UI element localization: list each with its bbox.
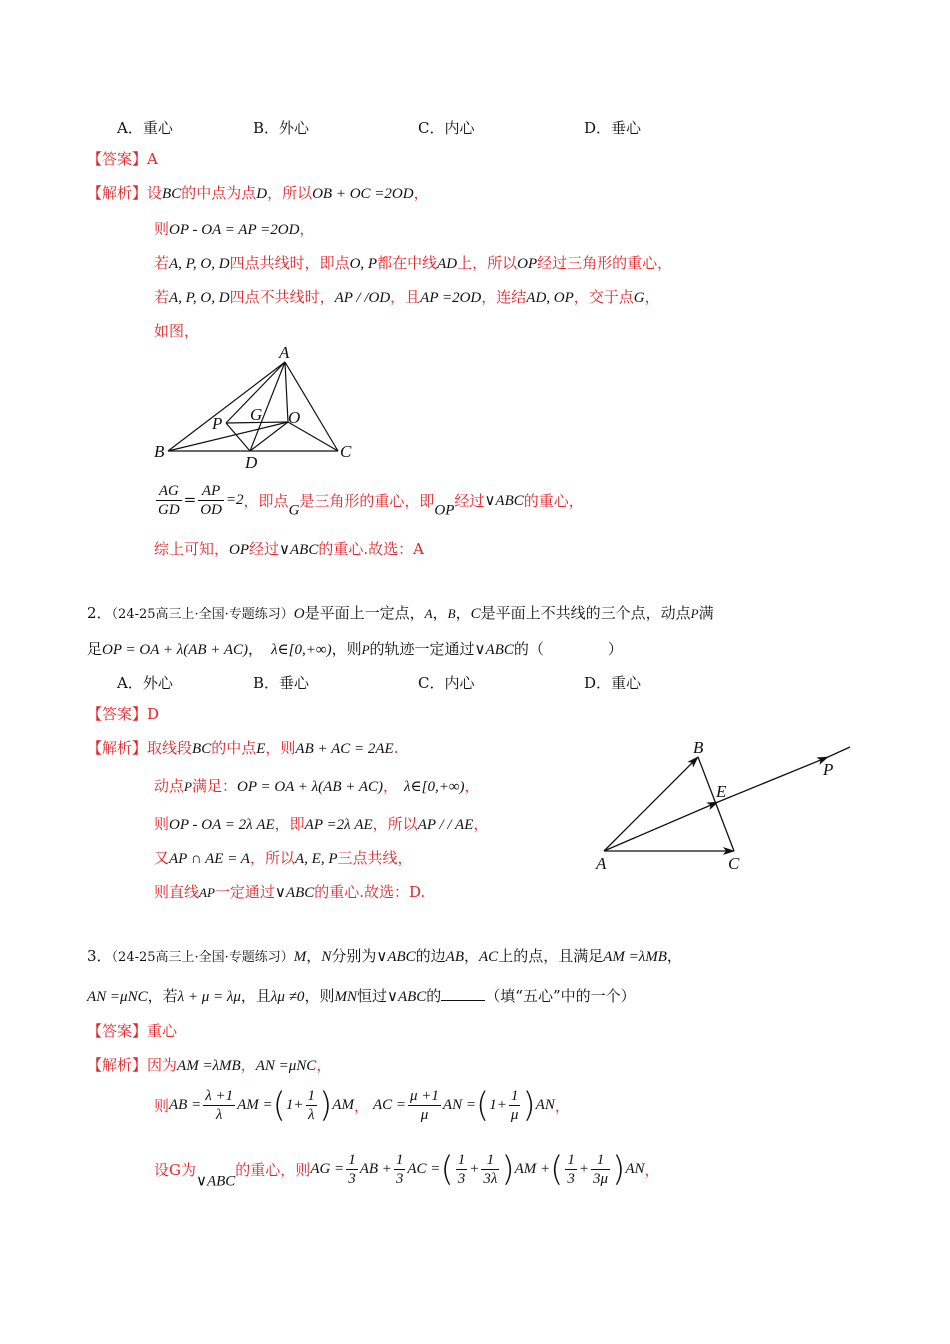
text: 则 [154,815,170,833]
math: A, P, O, D [169,290,230,306]
q1-analysis-line6: $\frac{AG}{GD}$ = $\frac{AP}{OD}$ =2，即点G是三角形的重心，即OP经过∨ABC的重心， [158,483,584,519]
math: AB [445,949,464,965]
den: 3 [395,1171,404,1187]
num: λ +1 [205,1088,234,1104]
q2-analysis-line5 [154,881,425,902]
num: 1 [348,1152,356,1168]
q3-analysis-line3: 设G为∨ABC的重心，则AG = $\frac{1}{3}$ AB + $\frac{1}{3}$ AC =( $\frac{1}{3}$ + $\frac{1}{3\lambda}$ )AM +( $\frac{1}{3}$ + $\frac{1}{3\mu}$ )AN， [154,1149,660,1190]
math: OP - OA = 2λ AE [169,817,275,833]
q3-analysis-line2: 则AB = $\frac{\lambda +1}{\lambda}$ AM =(1+ $\frac{1}{\lambda}$ )AM， AC = $\frac{\mu +1}{\mu}$ AN =(1+ $\frac{1}{\mu}$ )AN， [154,1085,570,1126]
source: （24-25高三上·全国·专题练习） [111,607,294,622]
fig1-label-p: P [212,414,223,433]
text: 动点 [154,777,185,795]
text: 都在中线 [377,254,438,272]
math: AC = [372,1097,407,1113]
math: AB = [169,1097,202,1113]
den: 3λ [483,1171,498,1187]
text: 的中点为点 [181,184,257,202]
text: 四点不共线时， [229,288,335,306]
den: μ [510,1107,519,1123]
text: 是平面上不共线的三个点，动点 [480,604,691,622]
text: 则直线 [154,883,200,901]
math: λμ ≠0 [270,989,305,1005]
q3-answer [87,1020,177,1041]
math: OP [229,542,250,558]
answer-value: 重心 [147,1022,178,1040]
text: 设G为 [154,1161,196,1179]
text: ，且 [390,288,421,306]
math: 1+ [285,1097,304,1113]
math: AN =μNC [87,989,148,1005]
math: AN [535,1097,555,1113]
text: ， [316,1056,332,1074]
q3-analysis-line1 [87,1054,331,1075]
num: AP [198,482,224,501]
math: G [633,290,645,306]
math: O [293,606,305,622]
text: 的（ [513,640,544,658]
q2-answer [87,703,159,724]
math: N [321,949,332,965]
den: GD [158,502,180,518]
analysis-tag: 【解析】 [87,739,148,757]
q1-analysis-line4 [154,286,660,307]
math: P [361,642,370,657]
math: AC [479,949,499,965]
answer-tag: 【答案】 [87,150,148,168]
q2-analysis-line1 [87,737,398,758]
den: 3 [567,1171,575,1187]
text: ，所以 [267,184,313,202]
math: AG = [310,1161,345,1177]
text: ，则 [331,640,362,658]
text: 满 [698,604,714,622]
text: ，若 [147,987,178,1005]
q1-analysis-line5: 如图， [154,322,200,340]
text: 经过三角形的重心， [537,254,673,272]
math: C [470,606,481,622]
fig1-label-b: B [154,442,165,461]
text: 恒过 [356,987,387,1005]
text: 足 [87,640,103,658]
fig2-label-p: P [823,760,834,779]
q2-option-d: D．重心 [584,674,642,692]
text: ， [455,604,471,622]
den: λ [308,1107,315,1123]
text: ， [240,1056,256,1074]
math: G [288,502,300,519]
fig1-label-d: D [245,453,258,472]
fig1-label-a: A [279,343,290,362]
math: AP =2OD [420,290,482,306]
math: AM + [514,1161,551,1177]
text: ，连结 [481,288,527,306]
fraction-one-third [394,1151,406,1188]
num: 1 [591,1151,610,1170]
den: OD [200,502,222,518]
text: 的边 [415,947,446,965]
text: 三点共线， [337,849,413,867]
math: AP / /OD [334,290,391,306]
text: 的重心.故选：A [318,540,424,558]
math: P [690,606,699,621]
text: 是平面上一定点， [304,604,425,622]
text: 满足： [191,777,237,795]
num: 1 [457,1152,466,1168]
q2-analysis-line3 [154,813,488,834]
answer-value: D [147,705,160,723]
analysis-tag: 【解析】 [87,1056,148,1074]
text: . [393,739,399,757]
math: OB + OC =2OD [312,186,414,202]
math: ∨ABC [484,493,524,509]
text: ， [432,604,448,622]
den: μ [420,1107,429,1123]
math: AN [625,1161,645,1177]
text: ， [644,1161,660,1179]
text: ， [306,947,322,965]
fig1-label-o: O [288,408,301,427]
q3-stem-line2 [87,985,636,1006]
text: 的重心， [523,492,584,510]
text: ） [607,640,623,658]
text: ， [248,640,264,658]
math: A, E, P [295,851,338,867]
text: 一定通过 [214,883,275,901]
math: AP [199,885,215,900]
math: O, P [349,256,378,272]
text: ，即点 [243,492,289,510]
q1-option-b: B．外心 [253,119,310,137]
math: λ + μ = λμ [177,989,241,1005]
math: OP = OA + λ(AB + AC) [236,779,384,795]
q1-answer [87,148,158,169]
q1-analysis-line3 [154,252,672,273]
text: 因为 [147,1056,178,1074]
fraction [565,1151,577,1188]
text: 经过 [454,492,485,510]
text: ， [383,777,399,795]
math: ∨ABC [279,542,319,558]
text: ， [473,815,489,833]
den: λ [215,1107,223,1123]
math: OP [517,256,538,272]
text: 的重心，则 [235,1161,311,1179]
text: ，交于点 [573,288,634,306]
text: 则 [154,220,170,238]
text: ， [666,947,682,965]
q1-triangle-figure [150,342,360,472]
text: 取线段 [147,739,193,757]
math: AN =μNC [255,1058,317,1074]
num: 1 [567,1152,575,1168]
text: ，则 [304,987,335,1005]
text: 的重心.故选：D. [314,883,426,901]
q2-analysis-line2 [154,775,480,796]
fraction-one-third [346,1151,358,1188]
fraction-ap-od [198,482,224,519]
den: 3μ [593,1171,609,1187]
q1-option-c: C．内心 [418,119,475,137]
question-number: 2． [87,604,112,622]
question-number: 3． [87,947,112,965]
math: λ∈[0,+∞) [271,642,332,658]
math: A, P, O, D [169,256,230,272]
math: AN = [442,1097,476,1113]
math: λ∈[0,+∞) [404,779,465,795]
q2-option-c: C．内心 [418,674,475,692]
math: AM = [237,1097,273,1113]
math: OP - OA = AP =2OD [169,222,300,238]
q2-analysis-line4 [154,847,413,868]
math: BC [192,741,212,757]
q3-stem-line1 [87,945,682,966]
fraction [306,1087,318,1124]
text: 若 [154,254,170,272]
fill-in-blank[interactable] [441,986,485,1001]
text: 上，所以 [457,254,518,272]
math: 1+ [489,1097,507,1113]
fraction [456,1151,468,1188]
q1-analysis-line2 [154,218,314,239]
answer-tag: 【答案】 [87,1022,148,1040]
math: AM [332,1097,354,1113]
math: B [447,606,456,621]
math: OP [434,502,455,519]
math: AB + AC = 2AE [295,741,394,757]
num: 1 [481,1151,499,1170]
fig2-label-e: E [716,782,727,801]
fig2-label-b: B [693,738,704,757]
math: OP = OA + λ(AB + AC) [102,642,249,658]
fraction [408,1087,441,1124]
fig1-label-c: C [340,442,352,461]
fraction [203,1087,235,1124]
math: ∨ABC [274,885,315,901]
q2-stem-line2 [87,638,623,659]
text: 四点共线时，即点 [229,254,350,272]
text: 上的点，且满足 [498,947,604,965]
text: 是三角形的重心，即 [299,492,435,510]
text: ， [353,1097,369,1115]
math: ∨ABC [386,989,427,1005]
q1-analysis-line7 [154,538,424,559]
math: AP ∩ AE = A [169,851,250,867]
math: ∨ABC [195,1173,236,1190]
math: E [256,741,266,757]
math: ∨ABC [376,949,416,965]
math: AD [437,256,458,272]
math: MN [334,989,357,1005]
q1-option-a: A．重心 [117,119,173,137]
num: μ +1 [410,1088,439,1104]
text: 的中点 [211,739,257,757]
fig2-label-a: A [596,854,607,873]
text: ， [464,777,480,795]
math: D [256,186,268,202]
text: ， [554,1097,570,1115]
math: M [293,949,307,965]
text: ， [464,947,480,965]
math: AC = [407,1161,441,1177]
q1-option-d: D．垂心 [584,119,642,137]
math: ∨ABC [474,642,514,658]
answer-value: A [147,150,158,168]
text: ，则 [265,739,296,757]
text: ，所以 [249,849,295,867]
math: AM =λMB [603,949,667,965]
text: 又 [154,849,170,867]
text: 若 [154,288,170,306]
fraction-ag-gd [156,482,182,519]
q2-option-a: A．外心 [117,674,173,692]
text: ，所以 [372,815,418,833]
den: 3 [457,1171,466,1187]
q1-analysis-line1 [87,182,429,203]
den: 3 [348,1171,356,1187]
math: AD, OP [526,290,574,306]
text: 经过 [249,540,280,558]
math: A [424,606,433,621]
text: 分别为 [331,947,377,965]
num: AG [156,482,182,501]
text: 综上可知， [154,540,230,558]
text: 的 [426,987,442,1005]
q2-stem-line1 [87,602,714,623]
answer-tag: 【答案】 [87,705,148,723]
text: 设 [147,184,163,202]
fraction [509,1087,521,1124]
text: ， [299,220,315,238]
math: BC [162,186,182,202]
text: ， [413,184,429,202]
num: 1 [395,1152,404,1168]
fraction [481,1151,499,1188]
text: 的轨迹一定通过 [369,640,475,658]
source: （24-25高三上·全国·专题练习） [111,950,294,965]
text: ，即 [274,815,305,833]
math: P [184,779,192,794]
num: 1 [509,1087,521,1106]
fig2-label-c: C [728,854,740,873]
q2-option-b: B．垂心 [253,674,310,692]
q2-vector-figure [592,735,854,875]
text: ， [644,288,660,306]
text: （填“五心”中的一个） [485,987,636,1005]
num: 1 [307,1088,316,1104]
math: AM =λMB [177,1058,241,1074]
fraction [591,1151,610,1188]
analysis-tag: 【解析】 [87,184,148,202]
math: AP / / AE [417,817,474,833]
math: =2 [225,492,244,508]
fig1-label-g: G [250,405,263,424]
math: AP =2λ AE [304,817,373,833]
text: 则 [154,1097,170,1115]
math: AB + [359,1161,392,1177]
text: ，且 [240,987,271,1005]
